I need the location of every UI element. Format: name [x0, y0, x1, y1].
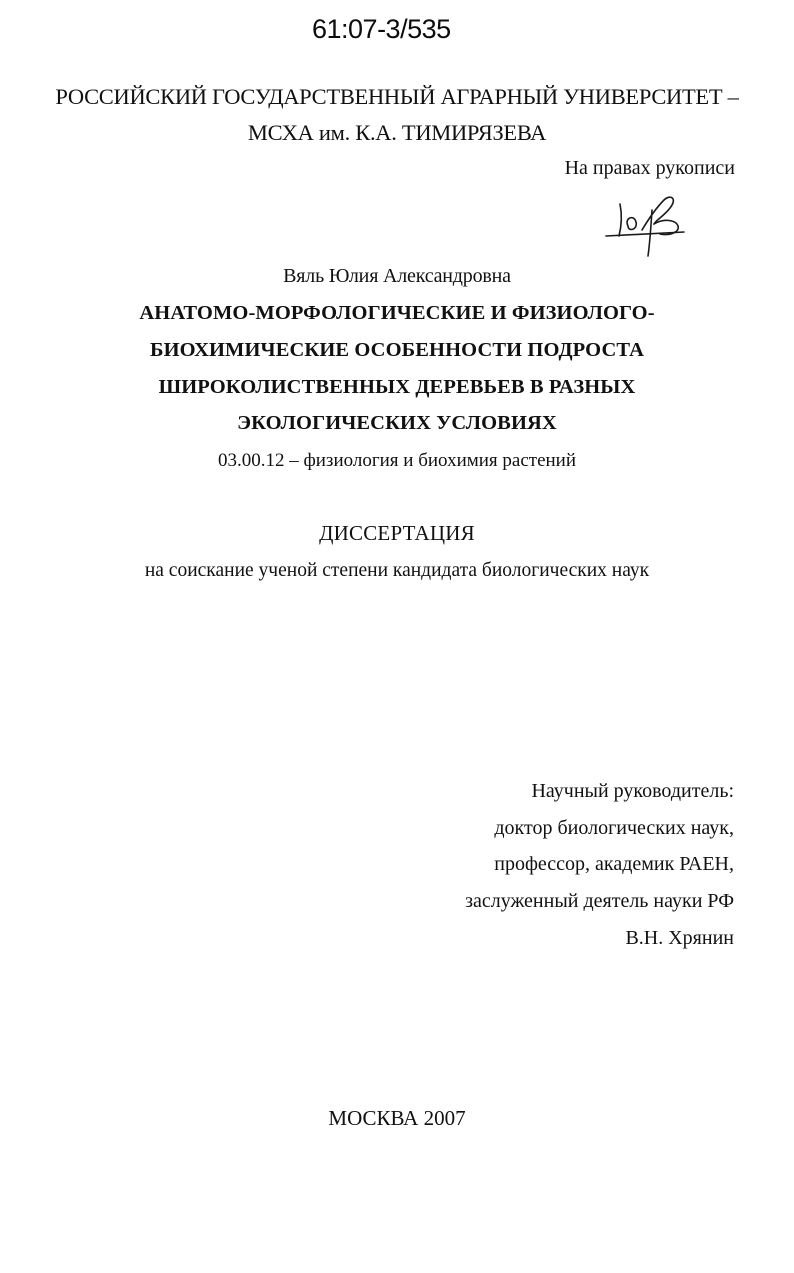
university-name-line1: РОССИЙСКИЙ ГОСУДАРСТВЕННЫЙ АГРАРНЫЙ УНИВЕРСИТЕТ –: [55, 84, 739, 109]
advisor-name: В.Н. Хрянин: [625, 927, 734, 949]
degree-description: на соискание ученой степени кандидата биологических наук: [144, 560, 650, 581]
thesis-title-line-1: АНАТОМО-МОРФОЛОГИЧЕСКИЕ И ФИЗИОЛОГО-: [139, 302, 655, 324]
thesis-title-line-3: ШИРОКОЛИСТВЕННЫХ ДЕРЕВЬЕВ В РАЗНЫХ: [158, 376, 636, 398]
catalog-number: 61:07-3/535: [312, 14, 451, 44]
city-year: МОСКВА 2007: [328, 1106, 466, 1130]
manuscript-rights-label: На правах рукописи: [564, 157, 735, 179]
advisor-heading: Научный руководитель:: [531, 780, 734, 802]
author-name: Вяль Юлия Александровна: [283, 265, 511, 287]
thesis-title-line-2: БИОХИМИЧЕСКИЕ ОСОБЕННОСТИ ПОДРОСТА: [149, 339, 645, 361]
advisor-degree: доктор биологических наук,: [494, 817, 734, 839]
document-type: ДИССЕРТАЦИЯ: [319, 521, 475, 545]
advisor-title: профессор, академик РАЕН,: [494, 853, 734, 875]
university-name-line2: МСХА им. К.А. ТИМИРЯЗЕВА: [247, 120, 547, 145]
advisor-honor: заслуженный деятель науки РФ: [465, 890, 734, 912]
specialty-code: 03.00.12 – физиология и биохимия растений: [217, 450, 577, 471]
signature-icon: [598, 190, 698, 260]
thesis-title-line-4: ЭКОЛОГИЧЕСКИХ УСЛОВИЯХ: [237, 412, 557, 434]
